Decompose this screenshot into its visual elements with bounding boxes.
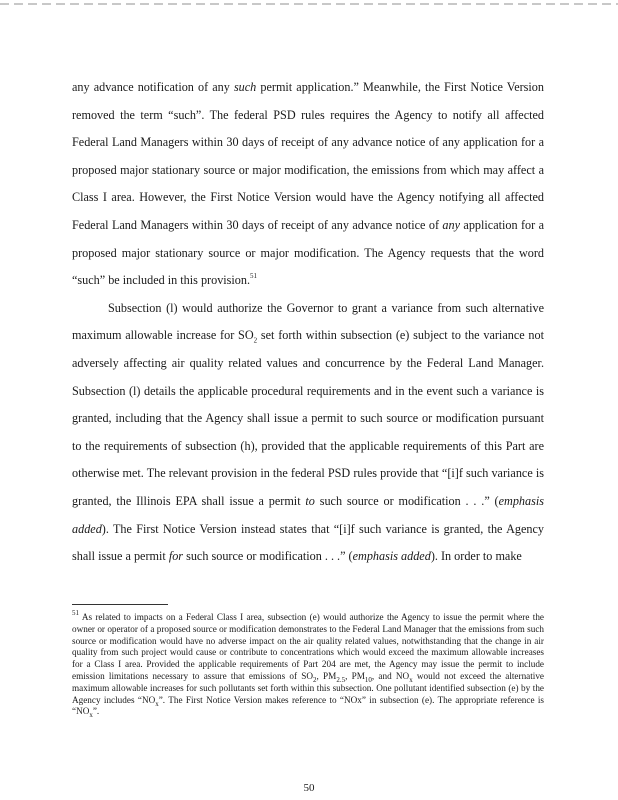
subscript: 2 (253, 336, 258, 345)
subscript: x (409, 675, 413, 684)
text-run: Subsection (l) would authorize the Governor to grant a variance from such alternative maximum allowable increase for SO (72, 300, 544, 343)
text-run: ). The First Notice Version instead states that “[i]f such variance is granted, the Agency shall issue a permit (72, 521, 544, 564)
body-text (72, 74, 544, 571)
page-number: 50 (303, 782, 315, 794)
text-run: , PM (345, 670, 365, 681)
footnote (72, 608, 545, 720)
text-run: any advance notification of any (72, 80, 234, 94)
text-run: permit application.” Meanwhile, the First Notice Version removed the term “such”. The federal PSD rules requires the Agency to notify all affected Federal Land Managers within 30 days of receipt of any advance notice of any application for a proposed major stationary source or major modification, the emissions from which may affect a Class I area. However, the First Notice Version would have the Agency notifying all affected Federal Land Managers within 30 days of receipt of any advance notice of (72, 80, 544, 232)
text-run: , PM (316, 670, 337, 681)
emphasis: any (442, 217, 461, 232)
text-run: such source or modification . . .” ( (314, 493, 499, 508)
text-run: would not exceed the alternative maximum allowable increases for such pollutants set forth within this subsection. One pollutant identified subsection (e) by the Agency includes “NO (72, 670, 545, 705)
footnote-divider (72, 604, 168, 605)
subscript: 10 (364, 675, 372, 684)
footnote-reference: 51 (250, 272, 258, 281)
subscript: 2.5 (336, 675, 346, 684)
footnote-number: 51 (72, 608, 79, 617)
paragraph-2 (72, 295, 544, 571)
scan-header-marks (0, 3, 618, 5)
subscript: x (155, 699, 159, 708)
emphasis: emphasis added (352, 549, 431, 564)
text-run: ). In order to make (430, 549, 522, 564)
emphasis: emphasis added (72, 493, 544, 536)
text-run: As related to impacts on a Federal Class I area, subsection (e) would authorize the Agency to issue the permit where the owner or operator of a proposed source or modification demonstrates to the Federal Land Manager that the emissions from such source or modification would have no adverse impact on the air quality related values, notwithstanding that the change in air quality from such project would cause or contribute to concentrations which would exceed the maximum allowable increases for a Class I area. Provided the applicable requirements of Part 204 are met, the Agency may issue the permit to include emission limitations necessary to assure that emissions of SO (72, 612, 544, 681)
subscript: x (89, 711, 93, 720)
emphasis: to (305, 493, 315, 508)
emphasis: such (233, 80, 257, 94)
text-run: , and NO (371, 670, 410, 681)
emphasis: for (168, 549, 184, 564)
text-run: such source or modification . . .” ( (183, 549, 353, 564)
text-run: set forth within subsection (e) subject to the variance not adversely affecting air quality related values and concurrence by the Federal Land Manager. Subsection (l) details the applicable procedural requirements and in the event such a variance is granted, including that the Agency shall issue a permit to such source or modification pursuant to the requirements of subsection (h), provided that the applicable requirements of this Part are otherwise met. The relevant provision in the federal PSD rules provide that “[i]f such variance is granted, the Illinois EPA shall issue a permit (72, 328, 544, 508)
text-run: application for a proposed major stationary source or major modification. The Agency requests that the word “such” be included in this provision. (72, 217, 544, 288)
paragraph-1 (72, 74, 544, 295)
subscript: 2 (313, 675, 317, 684)
footnote-51 (72, 608, 545, 720)
text-run: ”. (92, 706, 100, 717)
text-run: ”. The First Notice Version makes reference to “NOx” in subsection (e). The appropriate reference is “NO (72, 694, 544, 717)
